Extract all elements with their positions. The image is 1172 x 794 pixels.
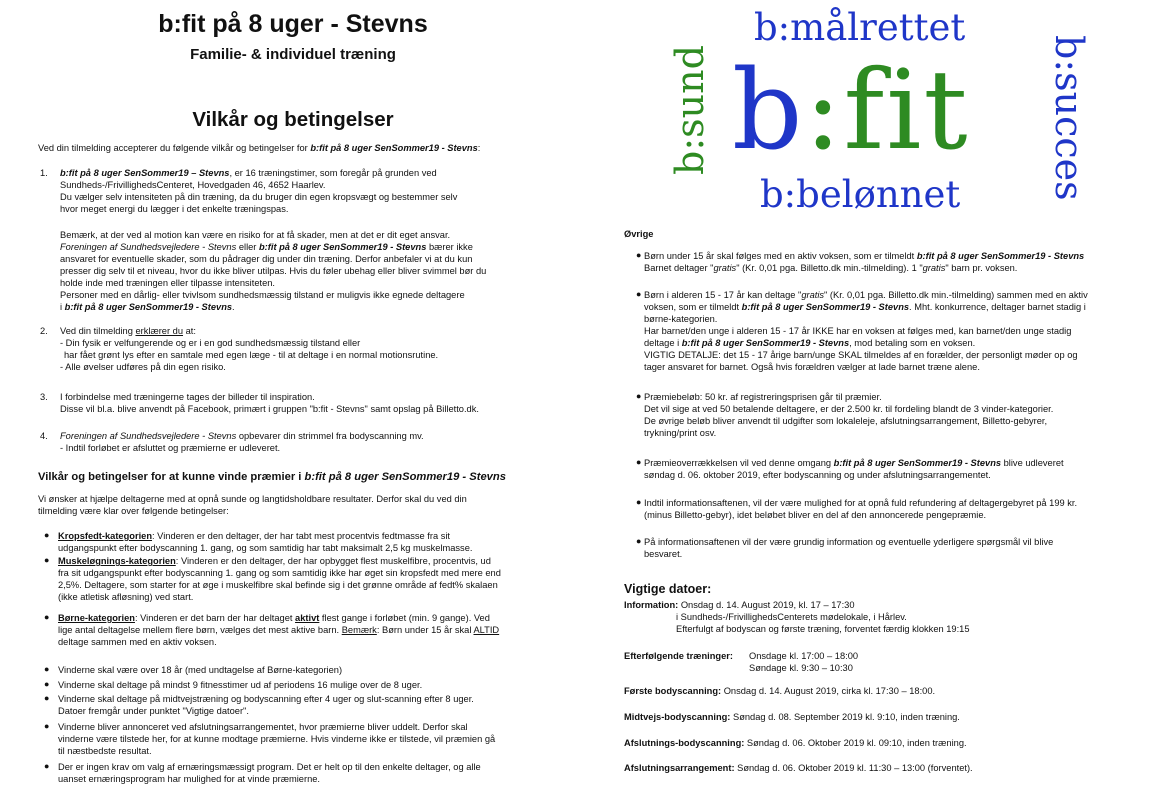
terms-heading: Vilkår og betingelser [192, 108, 394, 131]
bullet-icon: ● [44, 530, 50, 540]
info-date: Information: Onsdag d. 14. August 2019, kl. 17 – 17:30 [624, 600, 855, 610]
rule-line: Datoer fremgår under punktet "Vigtige datoer". [58, 706, 249, 716]
ovrige-item-line: besvaret. [644, 549, 683, 559]
item-3-line: Disse vil bl.a. blive anvendt på Facebook, primært i gruppen "b:fit - Stevns" samt opslag på Billetto.dk. [60, 404, 479, 414]
ovrige-item-line: trykning/print osv. [644, 428, 717, 438]
item-4-number: 4. [40, 431, 48, 441]
bullet-icon: ● [636, 289, 642, 299]
item-1-line: Sundheds-/FrivillighedsCenteret, Hovedgaden 46, 4652 Haarlev. [60, 180, 326, 190]
prize-intro-line: Vi ønsker at hjælpe deltagerne med at opnå sunde og langtidsholdbare resultater. Derfor skal du ved din [38, 494, 467, 504]
rule-line: Der er ingen krav om valg af ernæringsmæssigt program. Det er helt op til den enkelte deltager, og alle [58, 762, 481, 772]
first-scan-date: Første bodyscanning: Onsdag d. 14. August 2019, cirka kl. 17:30 – 18:00. [624, 686, 936, 696]
rule-line: vinderne være tilstede her, for at kunne modtage præmierne. Hvis vinderne ikke er tilstede, vil præmien gå [58, 734, 496, 744]
item-2-line: Ved din tilmelding erklærer du at: [60, 326, 196, 336]
rule-line: Vinderne skal være over 18 år (med undtagelse af Børne-kategorien) [58, 665, 343, 675]
bullet-icon: ● [44, 693, 50, 703]
prize-terms-heading: Vilkår og betingelser for at kunne vinde præmier i b:fit på 8 uger SenSommer19 - Stevns [38, 471, 506, 483]
ovrige-item-line: Præmiebeløb: 50 kr. af registreringsprisen går til præmier. [644, 392, 882, 402]
ovrige-item-line: Barnet deltager "gratis" (Kr. 0,01 pga. Billetto.dk min.-tilmelding). 1 "gratis" barn pr. voksen. [644, 263, 1018, 273]
document-title: b:fit på 8 uger - Stevns [158, 10, 428, 38]
item-1-line: Personer med en dårlig- eller tvivlsom sundhedsmæssig tilstand er muligvis ikke egnede deltagere [60, 290, 465, 300]
category-kropsfedt-line: udgangspunkt efter bodyscanning 1. gang, og som samtidig har tabt maksimalt 2,5 kg muskelmasse. [58, 543, 473, 553]
bullet-icon: ● [44, 761, 50, 771]
rule-line: uanset ernæringsprogram har mulighed for at vinde præmierne. [58, 774, 320, 784]
rule-line: Vinderne bliver annonceret ved afslutningsarrangementet, hvor præmierne bliver uddelt. Derfor skal [58, 722, 468, 732]
category-born: Børne-kategorien: Vinderen er det barn der har deltaget aktivt flest gange i forløbet (min. 9 gange). Ved [58, 613, 490, 623]
item-1-line: i b:fit på 8 uger SenSommer19 - Stevns. [60, 302, 235, 312]
category-muskel: Muskeløgnings-kategorien: Vinderen er den deltager, der har opbygget flest muskelfibre, procentvis, ud [58, 556, 491, 566]
mid-scan-date: Midtvejs-bodyscanning: Søndag d. 08. September 2019 kl. 9:10, inden træning. [624, 712, 960, 722]
bullet-icon: ● [636, 457, 642, 467]
ovrige-item-line: voksen, som er tilmeldt b:fit på 8 uger SenSommer19 - Stevns. Mht. konkurrence, deltager barnet stadig i [644, 302, 1086, 312]
logo-belonnet: b:belønnet [760, 173, 961, 216]
ovrige-item-line: Børn under 15 år skal følges med en aktiv voksen, som er tilmeldt b:fit på 8 uger SenSommer19 - Stevns [644, 251, 1085, 261]
category-kropsfedt: Kropsfedt-kategorien: Vinderen er den deltager, der har tabt mest procentvis fedtmasse fra sit [58, 531, 451, 541]
category-born-line: lige antal deltagelse mellem flere børn, vælges det mest aktive barn. Bemærk: Børn under 15 år skal ALTID [58, 625, 500, 635]
right-page [586, 0, 1172, 794]
item-4-line: - Indtil forløbet er afsluttet og præmierne er udleveret. [60, 443, 281, 453]
ovrige-item-line: tager ansvaret for barnet. Også hvis forældren vælger at lade barnet træne alene. [644, 362, 980, 372]
ovrige-item-line: Det vil sige at ved 50 betalende deltagere, er der 2.500 kr. til fordeling blandt de 3 vinder-kategorier. [644, 404, 1054, 414]
ovrige-item-line: Har barnet/den unge i alderen 15 - 17 år IKKE har en voksen at følges med, kan barnet/den unge stadig [644, 326, 1072, 336]
category-born-line: deltage sammen med en aktiv voksen. [58, 637, 217, 647]
item-1-line: b:fit på 8 uger SenSommer19 – Stevns, er 16 træningstimer, som foregår på grunden ved [60, 168, 437, 178]
logo-sund: b:sund [668, 45, 712, 175]
item-3-number: 3. [40, 392, 48, 402]
ovrige-item-line: På informationsaftenen vil der være grundig information og eventuelle yderligere spørgsmål vil blive [644, 537, 1054, 547]
logo-bfit: b:fit [732, 46, 970, 174]
ovrige-item-line: Præmieoverrækkelsen vil ved denne omgang b:fit på 8 uger SenSommer19 - Stevns blive udleveret [644, 458, 1064, 468]
category-muskel-line: 2,5%. Deltagere, som starter for at øge i muskelfibre skal befinde sig i det grønne område af fedt% skalaen [58, 580, 498, 590]
logo-malrettet: b:målrettet [754, 6, 966, 49]
item-1-line: Du vælger selv intensiteten på din træning, da du bruger din egen kropsvægt og bestemmer selv [60, 192, 458, 202]
ovrige-heading: Øvrige [624, 229, 654, 239]
item-2-line: - Alle øvelser udføres på din egen risiko. [60, 362, 226, 372]
closing-event-date: Afslutningsarrangement: Søndag d. 06. Oktober 2019 kl. 11:30 – 13:00 (forventet). [624, 763, 973, 773]
item-1-line: ansvaret for eventuelle skader, som du pådrager dig under din træning. Derfor anbefaler vi at du kun [60, 254, 473, 264]
item-1-number: 1. [40, 168, 48, 178]
bullet-icon: ● [44, 664, 50, 674]
item-2-number: 2. [40, 326, 48, 336]
bullet-icon: ● [636, 497, 642, 507]
item-1-line: hvor meget energi du lægger i det enkelte træningspas. [60, 204, 289, 214]
prize-intro-line: tilmelding være klar over følgende betingelser: [38, 506, 229, 516]
info-date-line: i Sundheds-/FrivillighedsCenterets mødelokale, i Hårlev. [676, 612, 907, 622]
training-line: Onsdage kl. 17:00 – 18:00 [749, 651, 859, 661]
category-muskel-line: fra sit udgangspunkt efter bodyscanning 1. gang og som samtidig ikke har øget sin kropsfedt med mere end [58, 568, 501, 578]
bullet-icon: ● [44, 721, 50, 731]
bullet-icon: ● [636, 250, 642, 260]
bullet-icon: ● [44, 612, 50, 622]
intro-text: Ved din tilmelding accepterer du følgende vilkår og betingelser for b:fit på 8 uger SenSommer19 - Stevns: [38, 143, 481, 153]
item-1-line: holde inde med træningen eller tilpasse intensiteten. [60, 278, 275, 288]
rule-line: Vinderne skal deltage på midtvejstræning og bodyscanning efter 4 uger og slut-scanning efter 8 uger. [58, 694, 474, 704]
item-2-line: har fået grønt lys efter en samtale med egen læge - til at deltage i en normal motionsrutine. [64, 350, 439, 360]
training-line: Søndage kl. 9:30 – 10:30 [749, 663, 853, 673]
bullet-icon: ● [44, 679, 50, 689]
rule-line: Vinderne skal deltage på mindst 9 fitnesstimer ud af periodens 16 mulige over de 8 uger. [58, 680, 423, 690]
logo-succes: b:succes [1047, 35, 1091, 201]
rule-line: til næstbedste resultat. [58, 746, 152, 756]
item-1-line: Bemærk, at der ved al motion kan være en risiko for at få skader, men at det er dit eget ansvar. [60, 230, 451, 240]
end-scan-date: Afslutnings-bodyscanning: Søndag d. 06. Oktober 2019 kl. 09:10, inden træning. [624, 738, 967, 748]
item-3-line: I forbindelse med træningerne tages der billeder til inspiration. [60, 392, 315, 402]
item-1-line: Foreningen af Sundhedsvejledere - Stevns eller b:fit på 8 uger SenSommer19 - Stevns bærer ikke [60, 242, 473, 252]
category-muskel-line: (ikke atletisk afløsning) ved start. [58, 592, 194, 602]
ovrige-item-line: børne-kategorien. [644, 314, 718, 324]
ovrige-item-line: søndag d. 06. oktober 2019, efter bodyscanning og under afslutningsarrangementet. [644, 470, 991, 480]
bullet-icon: ● [636, 536, 642, 546]
info-date-line: Efterfulgt af bodyscan og første træning, forventet færdig klokken 19:15 [676, 624, 970, 634]
bullet-icon: ● [44, 555, 50, 565]
ovrige-item-line: deltage i b:fit på 8 uger SenSommer19 - Stevns, mod betaling som en voksen. [644, 338, 976, 348]
bullet-icon: ● [636, 391, 642, 401]
training-label: Efterfølgende træninger: [624, 651, 733, 661]
dates-heading: Vigtige datoer: [624, 582, 712, 596]
document-subtitle: Familie- & individuel træning [190, 46, 396, 63]
item-2-line: - Din fysik er velfungerende og er i en god sundhedsmæssig tilstand eller [60, 338, 361, 348]
ovrige-item-line: (minus Billetto-gebyr), idet beløbet bliver en del af den annoncerede pengepræmie. [644, 510, 987, 520]
ovrige-item-line: Indtil informationsaftenen, vil der være mulighed for at opnå fuld refundering af deltagergebyret på 199 kr. [644, 498, 1078, 508]
item-4-line: Foreningen af Sundhedsvejledere - Stevns opbevarer din strimmel fra bodyscanning mv. [60, 431, 424, 441]
ovrige-item-line: De øvrige beløb bliver anvendt til udgifter som lokaleleje, afslutningsarrangement, Billetto-gebyrer, [644, 416, 1048, 426]
ovrige-item-line: VIGTIG DETALJE: det 15 - 17 årige barn/unge SKAL tilmeldes af en forælder, der personligt møder op og [644, 350, 1078, 360]
ovrige-item-line: Børn i alderen 15 - 17 år kan deltage "gratis" (Kr. 0,01 pga. Billetto.dk min.-tilmelding) sammen med en aktiv [644, 290, 1088, 300]
item-1-line: presser dig selv til et niveau, hvor du ikke bliver utilpas. Hvis du føler ubehag eller bliver svimmel bør du [60, 266, 487, 276]
